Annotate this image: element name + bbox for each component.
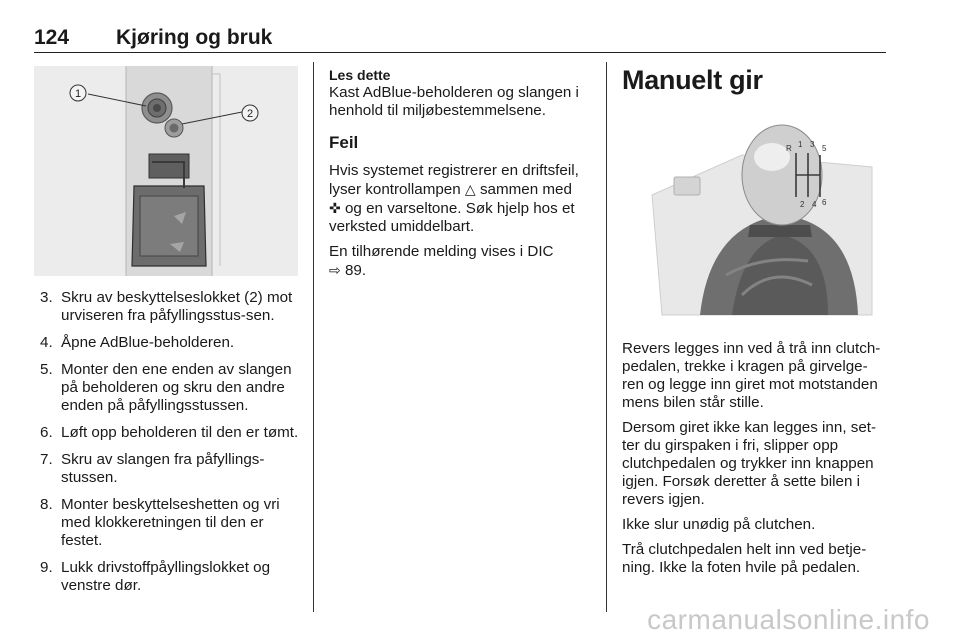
column-divider-1 [313, 62, 314, 612]
warning-lamp-icon: △ [464, 181, 476, 197]
paragraph: Trå clutchpedalen helt inn ved betje-ning. Ikke la foten hvile på pedalen. [622, 541, 867, 576]
paragraph: Revers legges inn ved å trå inn clutch-pedalen, trekke i kragen på girvelge-ren og legge inn giret mot motstanden mens bilen står stille. [622, 340, 881, 411]
callout-1: 1 [74, 88, 82, 100]
list-item: 8. Monter beskyttelseshetten og vri med klokkeretningen til den er festet. [40, 496, 280, 549]
adblue-filler-figure [34, 66, 298, 276]
knob-label-3: 3 [810, 140, 815, 149]
page-number: 124 [34, 26, 70, 49]
column-divider-2 [606, 62, 607, 612]
wrench-icon: ✜ [329, 200, 341, 216]
list-item: 7. Skru av slangen fra påfyllings-stussen. [40, 451, 265, 486]
list-item: 4. Åpne AdBlue-beholderen. [40, 334, 235, 351]
list-item: 6. Løft opp beholderen til den er tømt. [40, 424, 299, 441]
middle-column [329, 66, 587, 287]
note-heading: Les dette [329, 67, 391, 83]
knob-label-4: 4 [812, 200, 817, 209]
right-column [622, 62, 886, 98]
gear-knob-figure [622, 115, 886, 325]
knob-label-5: 5 [822, 144, 827, 153]
adblue-filler-illustration [34, 66, 298, 276]
procedure-steps [40, 289, 302, 604]
chapter-title: Kjøring og bruk [116, 26, 273, 49]
list-item: 9. Lukk drivstoffpåyllingslokket og venstre dør. [40, 559, 271, 594]
paragraph: Dersom giret ikke kan legges inn, set-ter du girspaken i fri, slipper opp clutchpedalen og trykker inn knappen igjen. Forsøk deretter å sette bilen i revers igjen. [622, 419, 877, 508]
fault-paragraph: Hvis systemet registrerer en driftsfeil, lyser kontrollampen △ sammen med ✜ og en varseltone. Søk hjelp hos et verksted umiddelbart. [329, 162, 579, 235]
note-text: Kast AdBlue-beholderen og slangen i henhold til miljøbestemmelsene. [329, 84, 579, 119]
watermark: carmanualsonline.info [647, 604, 930, 635]
fault-heading: Feil [329, 133, 359, 152]
callout-2: 2 [246, 108, 254, 120]
reference-arrow-icon: ⇨ [329, 262, 341, 278]
paragraph: Ikke slur unødig på clutchen. [622, 516, 816, 533]
gear-knob-illustration [622, 115, 886, 325]
list-item: 5. Monter den ene enden av slangen på beholderen og skru den andre enden på påfyllingsstussen. [40, 361, 292, 414]
knob-label-r: R [786, 144, 792, 153]
dic-paragraph: En tilhørende melding vises i DIC ⇨ 89. [329, 243, 554, 279]
manual-gear-text [622, 340, 886, 584]
knob-label-6: 6 [822, 198, 827, 207]
knob-label-2: 2 [800, 200, 805, 209]
page-header [34, 26, 886, 53]
section-heading: Manuelt gir [622, 65, 763, 95]
list-item: 3. Skru av beskyttelseslokket (2) mot urviseren fra påfyllingsstus-sen. [40, 289, 293, 324]
knob-label-1: 1 [798, 140, 803, 149]
